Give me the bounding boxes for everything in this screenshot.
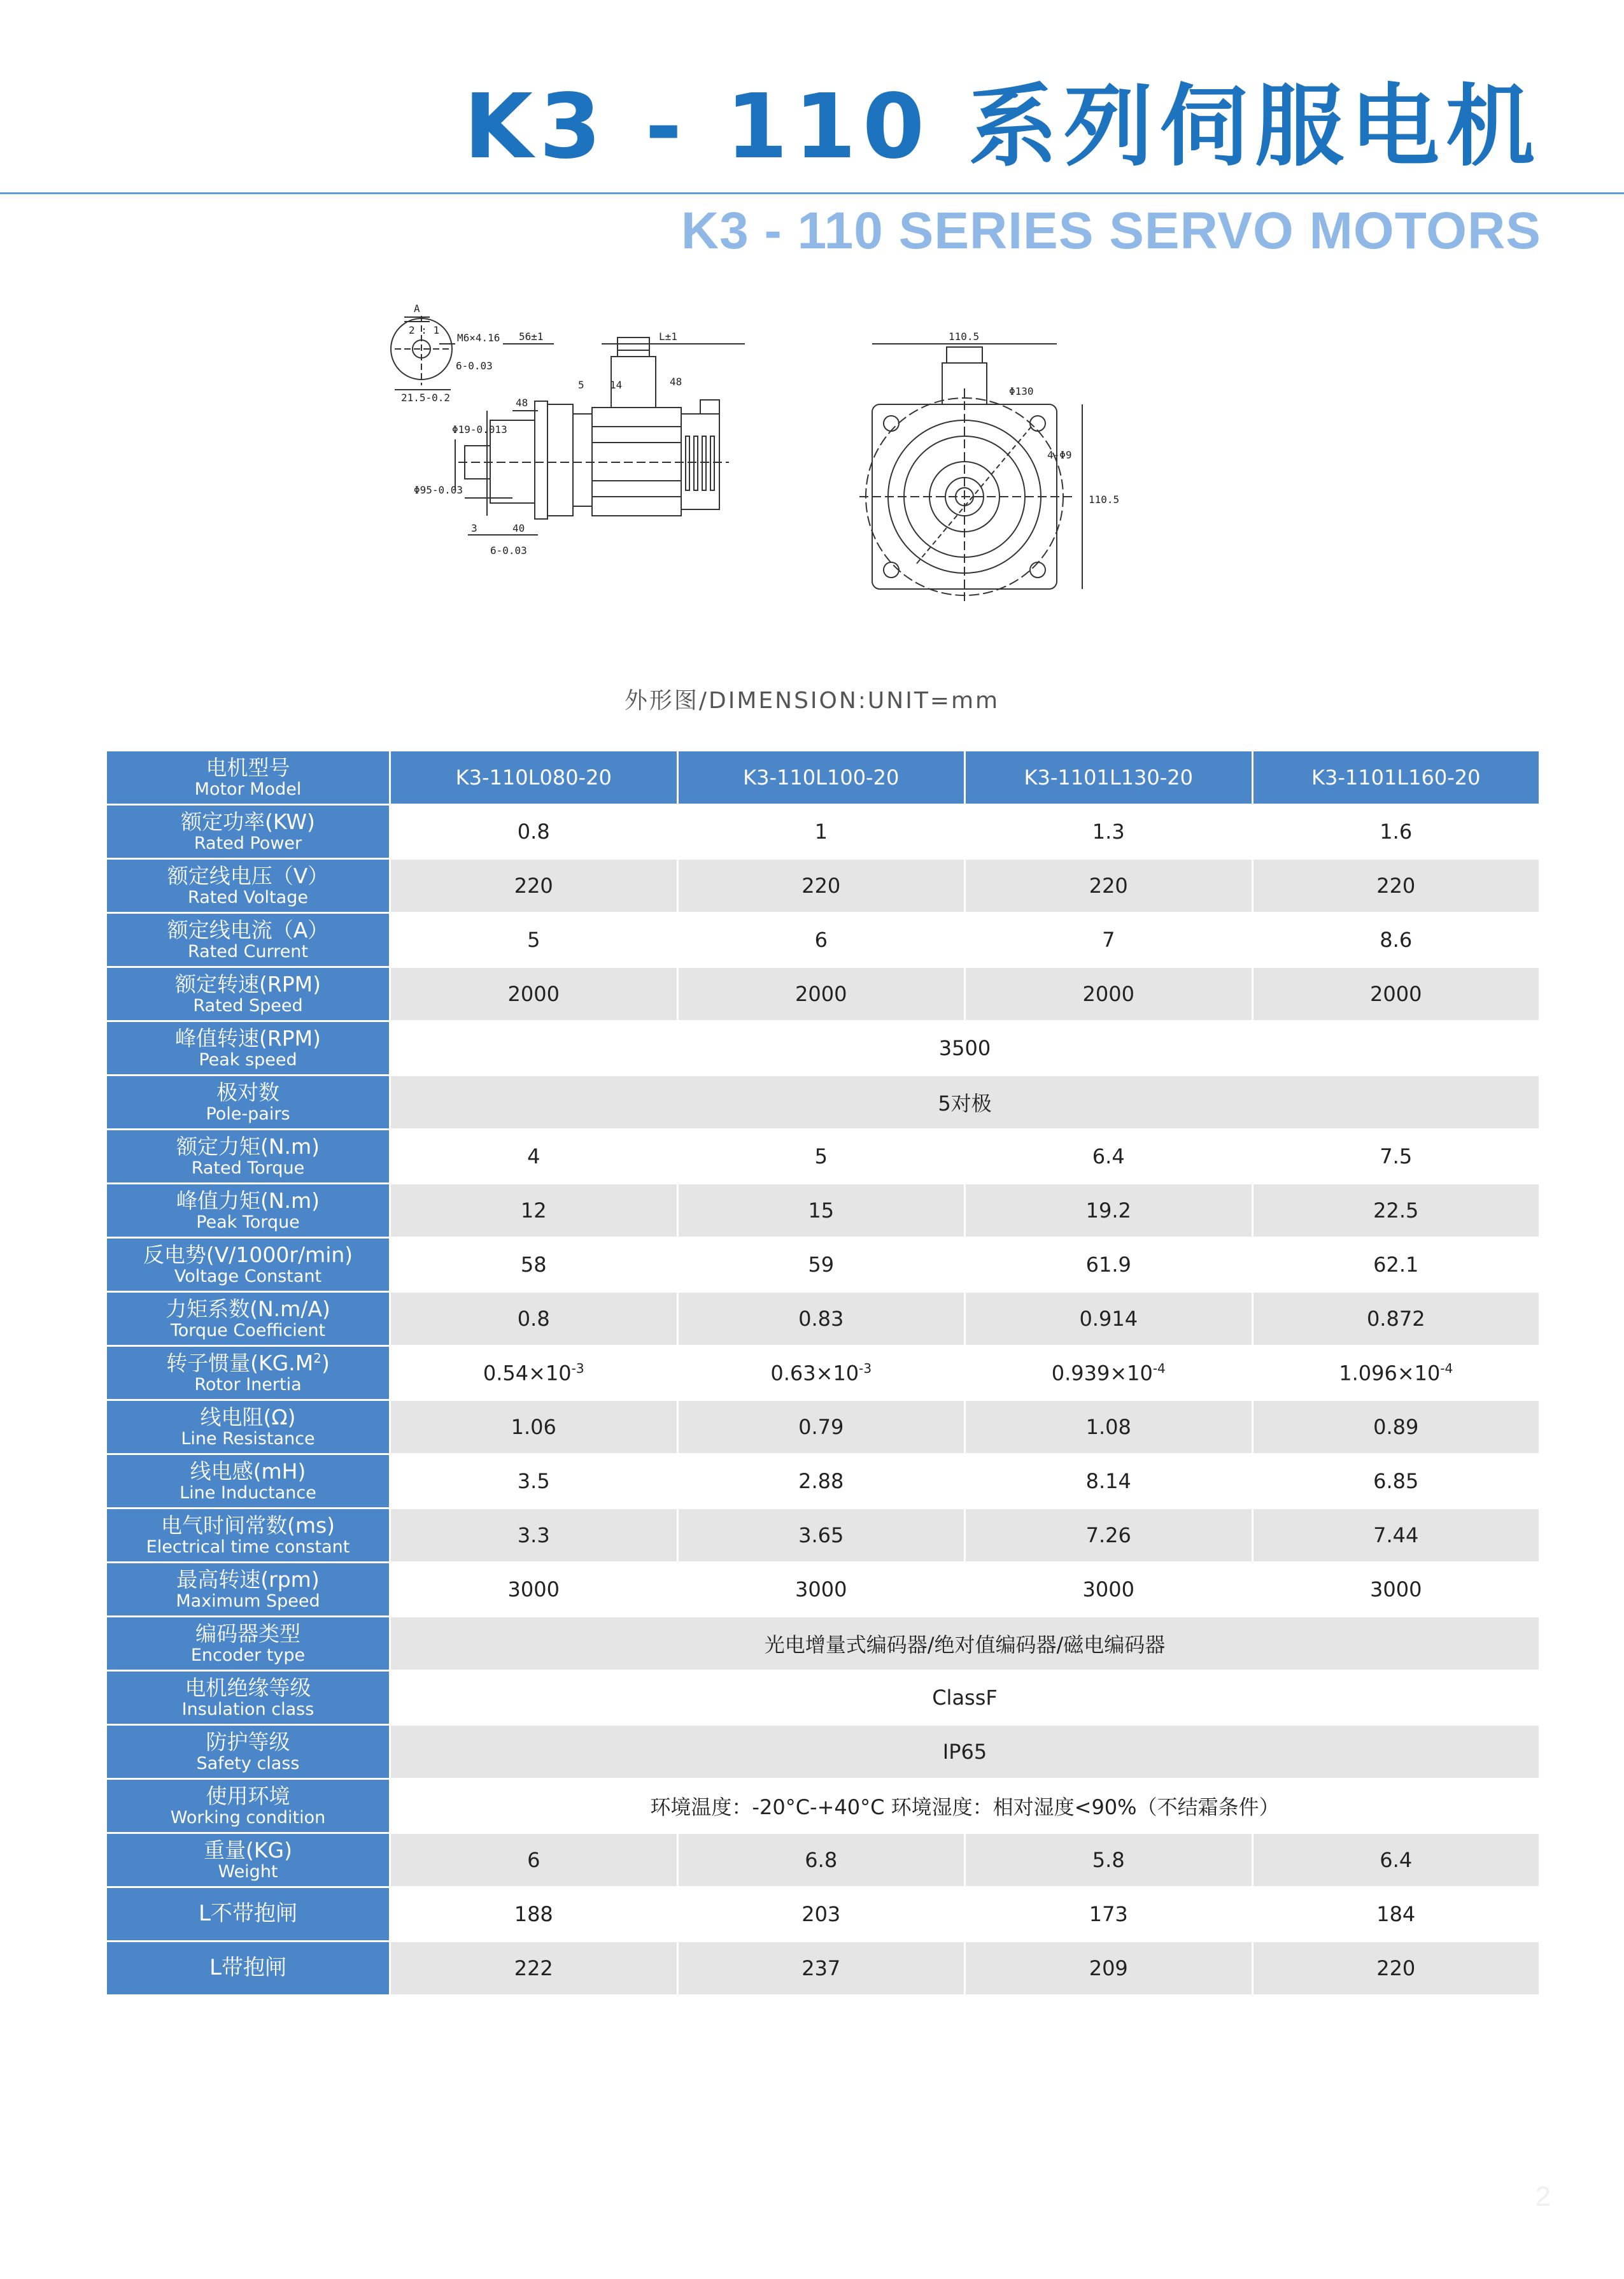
- value-cell: 61.9: [965, 1238, 1253, 1292]
- value-cell: 2000: [965, 967, 1253, 1021]
- value-cell: [965, 1346, 1253, 1400]
- table-row: [106, 1454, 1540, 1509]
- row-label-en: Voltage Constant: [174, 1267, 322, 1287]
- value-exponent: -4: [1440, 1360, 1453, 1376]
- row-label-cn-tail: ): [321, 1350, 330, 1375]
- value-cell: 7: [965, 913, 1253, 967]
- row-label-en: Rotor Inertia: [194, 1375, 302, 1395]
- table-row: [106, 1021, 1540, 1076]
- value-cell: 2000: [1252, 967, 1540, 1021]
- value-cell: 7.26: [965, 1509, 1253, 1563]
- row-label-cn: 额定功率(KW): [181, 809, 315, 834]
- value-cell: 12: [390, 1184, 678, 1238]
- value-cell: 5: [677, 1130, 965, 1184]
- header-label-cell: [106, 751, 390, 805]
- table-row: [106, 1779, 1540, 1833]
- section-a-label: A: [414, 302, 420, 315]
- value-cell: 220: [1252, 1942, 1540, 1996]
- table-header-row: [106, 751, 1540, 805]
- row-label-en: Rated Voltage: [188, 888, 308, 908]
- row-label-single: L带抱闸: [209, 1955, 286, 1981]
- row-label-en: Torque Coefficient: [170, 1321, 326, 1341]
- model-header-1: K3-110L080-20: [390, 751, 678, 805]
- value-cell: 0.83: [677, 1292, 965, 1346]
- value-cell: 6.85: [1252, 1454, 1540, 1509]
- spec-table: [105, 749, 1541, 1996]
- row-label-cell: [106, 1021, 390, 1076]
- value-cell: 3000: [390, 1563, 678, 1617]
- value-cell: 15: [677, 1184, 965, 1238]
- merged-value-cell: IP65: [390, 1725, 1540, 1779]
- page-number: 2: [1535, 2181, 1551, 2212]
- value-cell: 1.3: [965, 805, 1253, 859]
- value-cell: 188: [390, 1887, 678, 1942]
- header-label-en: Motor Model: [194, 779, 302, 800]
- value-cell: 3000: [1252, 1563, 1540, 1617]
- table-row: [106, 1671, 1540, 1725]
- row-label-cn: 极对数: [216, 1079, 279, 1105]
- value-cell: 3000: [965, 1563, 1253, 1617]
- dim-48-top-label: 48: [670, 376, 682, 388]
- merged-value-cell: 环境温度：-20°C-+40°C 环境湿度：相对湿度<90%（不结霜条件）: [390, 1779, 1540, 1833]
- row-label-cn: [107, 1351, 389, 1375]
- row-label-cell: [106, 1454, 390, 1509]
- row-label-cn: 额定转速(RPM): [174, 971, 321, 997]
- value-cell: 3000: [677, 1563, 965, 1617]
- value-cell: [1252, 1346, 1540, 1400]
- row-label-cell: [106, 1942, 390, 1996]
- table-row: [106, 913, 1540, 967]
- value-cell: 220: [965, 859, 1253, 913]
- title-divider: [0, 192, 1624, 194]
- value-cell: 220: [1252, 859, 1540, 913]
- dim-14-label: 14: [610, 379, 623, 391]
- value-cell: 209: [965, 1942, 1253, 1996]
- row-label-cell: [106, 1130, 390, 1184]
- row-label-cell: [106, 1292, 390, 1346]
- value-cell: 0.79: [677, 1400, 965, 1454]
- value-cell: 62.1: [1252, 1238, 1540, 1292]
- row-label-cell: [106, 913, 390, 967]
- model-header-2: K3-110L100-20: [677, 751, 965, 805]
- row-label-cn: 峰值转速(RPM): [174, 1025, 321, 1051]
- value-cell: 58: [390, 1238, 678, 1292]
- row-label-en: Insulation class: [181, 1700, 314, 1720]
- value-cell: 173: [965, 1887, 1253, 1942]
- model-header-3: K3-1101L130-20: [965, 751, 1253, 805]
- row-label-cell: [106, 1400, 390, 1454]
- row-label-cn: 力矩系数(N.m/A): [166, 1296, 330, 1321]
- value-cell: 237: [677, 1942, 965, 1996]
- row-label-en: Weight: [218, 1862, 278, 1882]
- value-cell: [677, 1346, 965, 1400]
- row-label-cn: 编码器类型: [195, 1621, 300, 1646]
- row-label-cn: 防护等级: [206, 1729, 290, 1754]
- value-cell: 220: [677, 859, 965, 913]
- table-row: [106, 1509, 1540, 1563]
- table-row: [106, 1400, 1540, 1454]
- row-label-cn: 重量(KG): [204, 1837, 292, 1863]
- value-cell: 5.8: [965, 1833, 1253, 1887]
- value-cell: 6.8: [677, 1833, 965, 1887]
- table-row: [106, 1238, 1540, 1292]
- table-row: [106, 1346, 1540, 1400]
- table-row: [106, 1725, 1540, 1779]
- row-label-cell: [106, 1509, 390, 1563]
- row-label-cell: [106, 1779, 390, 1833]
- value-cell: 22.5: [1252, 1184, 1540, 1238]
- value-cell: 203: [677, 1887, 965, 1942]
- row-label-en: Rated Power: [194, 834, 302, 854]
- value-base: 0.54×10: [483, 1361, 572, 1386]
- drawing-caption: 外形图/DIMENSION:UNIT=mm: [624, 688, 1000, 714]
- pcd-label: Φ130: [1009, 385, 1034, 397]
- dimension-drawing: [376, 274, 1171, 650]
- row-label-single: L不带抱闸: [199, 1901, 297, 1927]
- row-label-cell: [106, 805, 390, 859]
- value-cell: 3.5: [390, 1454, 678, 1509]
- spec-table-body: [106, 751, 1540, 1996]
- length-56-label: 56±1: [519, 330, 544, 343]
- table-row: [106, 1887, 1540, 1942]
- table-row: [106, 859, 1540, 913]
- table-row: [106, 1617, 1540, 1671]
- row-label-en: Line Resistance: [181, 1429, 315, 1449]
- value-cell: 6: [390, 1833, 678, 1887]
- row-label-cn: 使用环境: [206, 1783, 290, 1808]
- value-exponent: -4: [1152, 1360, 1166, 1376]
- row-label-cn: 额定线电流（A）: [167, 917, 329, 942]
- row-label-en: Peak speed: [199, 1050, 297, 1070]
- row-label-en: Encoder type: [190, 1645, 306, 1666]
- table-row: [106, 967, 1540, 1021]
- row-label-cn: 反电势(V/1000r/min): [143, 1242, 353, 1267]
- value-cell: 220: [390, 859, 678, 913]
- row-label-cell: [106, 1076, 390, 1130]
- value-cell: 1.6: [1252, 805, 1540, 859]
- value-cell: 59: [677, 1238, 965, 1292]
- row-label-en: Rated Speed: [193, 996, 303, 1016]
- row-label-cell: [106, 1238, 390, 1292]
- table-row: [106, 1833, 1540, 1887]
- page-title-en: K3 - 110 SERIES SERVO MOTORS: [681, 202, 1541, 260]
- merged-value-cell: 5对极: [390, 1076, 1540, 1130]
- value-cell: 4: [390, 1130, 678, 1184]
- row-label-en: Line Inductance: [180, 1483, 316, 1503]
- value-cell: 19.2: [965, 1184, 1253, 1238]
- merged-value-cell: ClassF: [390, 1671, 1540, 1725]
- row-label-cell: [106, 1346, 390, 1400]
- value-cell: 2.88: [677, 1454, 965, 1509]
- value-cell: 7.44: [1252, 1509, 1540, 1563]
- value-cell: [390, 1346, 678, 1400]
- shaft-depth-label: 21.5-0.2: [401, 392, 451, 404]
- merged-value-cell: 光电增量式编码器/绝对值编码器/磁电编码器: [390, 1617, 1540, 1671]
- dim-3-label: 3: [471, 522, 477, 534]
- table-row: [106, 1130, 1540, 1184]
- value-cell: 8.14: [965, 1454, 1253, 1509]
- row-label-cell: [106, 1725, 390, 1779]
- model-header-4: K3-1101L160-20: [1252, 751, 1540, 805]
- flange-width-label: 110.5: [949, 330, 980, 343]
- table-row: [106, 1076, 1540, 1130]
- value-exponent: -3: [571, 1360, 584, 1376]
- length-l-label: L±1: [659, 330, 677, 343]
- row-label-cn: 额定力矩(N.m): [176, 1133, 320, 1159]
- row-label-cell: [106, 1833, 390, 1887]
- value-cell: 8.6: [1252, 913, 1540, 967]
- value-cell: 184: [1252, 1887, 1540, 1942]
- row-label-cn-sup: 2: [313, 1350, 321, 1366]
- row-label-cn: 额定线电压（V）: [167, 863, 329, 888]
- dim-5-label: 5: [578, 379, 584, 391]
- row-label-en: Maximum Speed: [176, 1591, 320, 1612]
- value-cell: 3.3: [390, 1509, 678, 1563]
- row-label-cell: [106, 1671, 390, 1725]
- row-label-cn: 峰值力矩(N.m): [176, 1188, 320, 1213]
- row-label-cell: [106, 1887, 390, 1942]
- value-cell: 6.4: [1252, 1833, 1540, 1887]
- value-cell: 0.89: [1252, 1400, 1540, 1454]
- header-label-cn: 电机型号: [206, 755, 290, 780]
- row-label-cell: [106, 1563, 390, 1617]
- value-cell: 0.8: [390, 805, 678, 859]
- row-label-cell: [106, 967, 390, 1021]
- scale-label: 2 : 1: [409, 324, 440, 336]
- row-label-en: Electrical time constant: [146, 1537, 350, 1558]
- value-cell: 6.4: [965, 1130, 1253, 1184]
- value-cell: 7.5: [1252, 1130, 1540, 1184]
- value-cell: 0.8: [390, 1292, 678, 1346]
- value-base: 0.63×10: [770, 1361, 859, 1386]
- row-label-en: Pole-pairs: [206, 1104, 290, 1125]
- row-label-en: Peak Torque: [196, 1212, 300, 1233]
- row-label-en: Rated Current: [187, 942, 309, 962]
- value-cell: 5: [390, 913, 678, 967]
- dim-40-label: 40: [512, 522, 525, 534]
- key-height-label: 6-0.03: [456, 360, 493, 372]
- row-label-cn-text: 转子惯量(KG.M: [166, 1350, 314, 1375]
- row-label-cn: 最高转速(rpm): [176, 1566, 320, 1592]
- row-label-en: Safety class: [196, 1754, 300, 1774]
- table-row: [106, 1184, 1540, 1238]
- value-cell: 1.06: [390, 1400, 678, 1454]
- row-label-cn: 线电阻(Ω): [200, 1404, 296, 1430]
- value-base: 0.939×10: [1051, 1361, 1153, 1386]
- table-row: [106, 1942, 1540, 1996]
- value-cell: 3.65: [677, 1509, 965, 1563]
- merged-value-cell: 3500: [390, 1021, 1540, 1076]
- flange-height-label: 110.5: [1089, 493, 1120, 506]
- holes-label: 4-Φ9: [1047, 449, 1072, 461]
- table-row: [106, 805, 1540, 859]
- row-label-en: Rated Torque: [191, 1158, 305, 1179]
- thread-label: M6×4.16: [457, 332, 500, 344]
- value-base: 1.096×10: [1339, 1361, 1441, 1386]
- dia-19-label: Φ19-0.013: [452, 423, 507, 436]
- dia-95-label: Φ95-0.03: [414, 484, 463, 496]
- row-label-cn: 线电感(mH): [190, 1458, 306, 1484]
- table-row: [106, 1292, 1540, 1346]
- row-label-cell: [106, 1617, 390, 1671]
- page-title-cn: K3 - 110 系列伺服电机: [463, 75, 1541, 179]
- dim-48-label: 48: [516, 397, 528, 409]
- value-cell: 1.08: [965, 1400, 1253, 1454]
- row-label-en: Working condition: [170, 1808, 326, 1828]
- value-cell: 6: [677, 913, 965, 967]
- value-cell: 0.872: [1252, 1292, 1540, 1346]
- value-cell: 0.914: [965, 1292, 1253, 1346]
- row-label-cn: 电气时间常数(ms): [160, 1512, 335, 1538]
- key-width-label: 6-0.03: [490, 544, 527, 557]
- value-exponent: -3: [859, 1360, 872, 1376]
- value-cell: 1: [677, 805, 965, 859]
- value-cell: 222: [390, 1942, 678, 1996]
- table-row: [106, 1563, 1540, 1617]
- row-label-cn: 电机绝缘等级: [185, 1675, 311, 1700]
- row-label-cell: [106, 859, 390, 913]
- row-label-cell: [106, 1184, 390, 1238]
- value-cell: 2000: [677, 967, 965, 1021]
- value-cell: 2000: [390, 967, 678, 1021]
